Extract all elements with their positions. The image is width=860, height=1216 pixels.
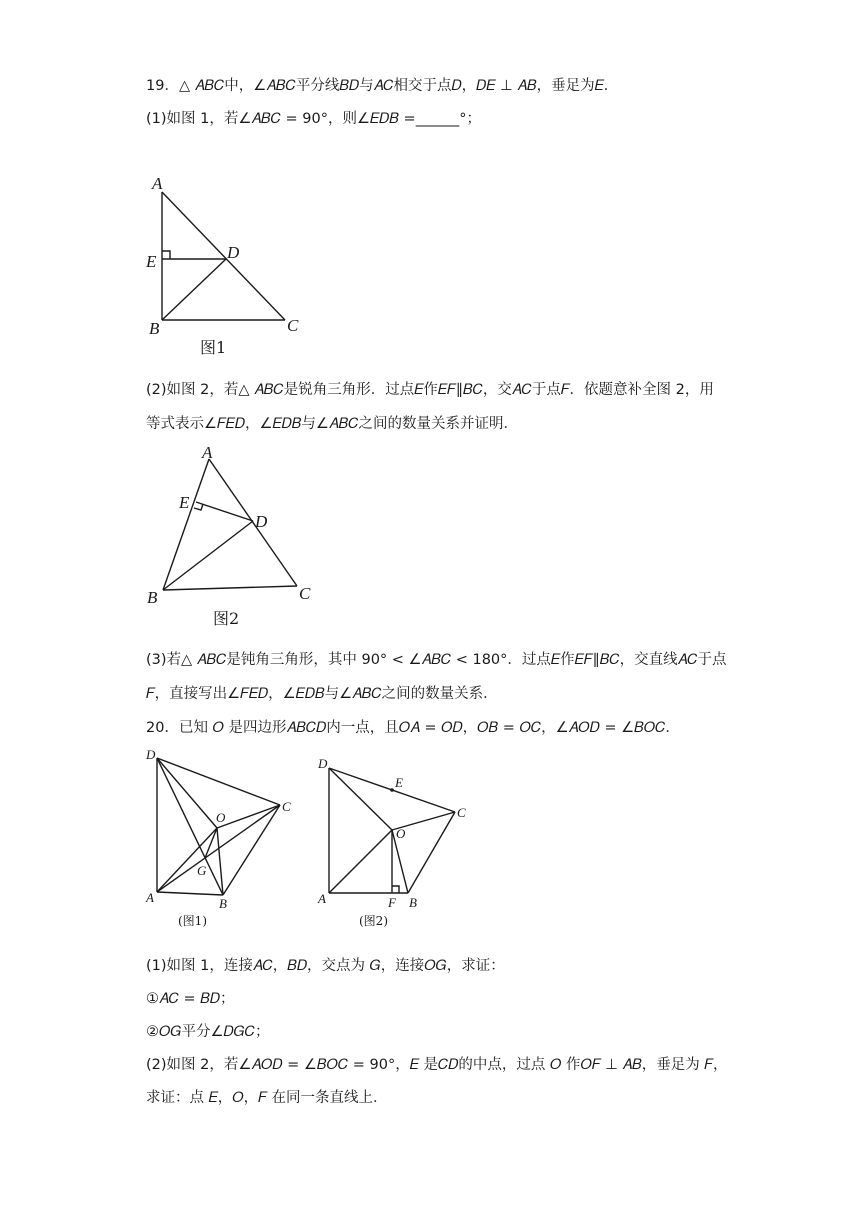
segment-bd [162,259,226,320]
label-c: C [457,805,466,820]
label-f: F [388,895,396,910]
segment-co [217,805,280,828]
caption-fig2: 图2 [213,609,240,628]
q19-figure-1 [140,170,320,360]
label-c: C [282,799,291,814]
q20-part2-line1: (2)如图 2，若∠𝐴𝑂𝐷 = ∠𝐵𝑂𝐶 = 90°，𝐸 是𝐶𝐷的中点，过点 𝑂 作𝑂𝐹 ⊥ 𝐴𝐵，垂足为 𝐹， [146,1057,728,1073]
segment-ab [157,892,223,895]
q20-figure-1 [140,745,310,940]
segment-dc [157,758,280,805]
label-d: D [227,243,240,262]
segment-ab [163,459,209,590]
segment-bc [163,586,297,590]
label-g: G [197,863,207,878]
q19-part1: (1)如图 1，若∠𝐴𝐵𝐶 = 90°，则∠𝐸𝐷𝐵 =______°； [146,111,481,127]
q19-part2-line1: (2)如图 2，若△ 𝐴𝐵𝐶是锐角三角形．过点𝐸作𝐸𝐹∥𝐵𝐶，交𝐴𝐶于点𝐹．依题意补全图 2，用 [146,382,714,398]
label-b: B [149,319,160,338]
label-d: D [318,756,328,771]
label-e: E [395,775,403,790]
segment-do [329,768,392,830]
label-b: B [409,895,417,910]
q20-stem: 20．已知 𝑂 是四边形𝐴𝐵𝐶𝐷内一点，且𝑂𝐴 = 𝑂𝐷，𝑂𝐵 = 𝑂𝐶，∠𝐴𝑂𝐷 = ∠𝐵𝑂𝐶． [146,720,680,736]
segment-ao [329,830,392,893]
q19-stem: 19．△ 𝐴𝐵𝐶中，∠𝐴𝐵𝐶平分线𝐵𝐷与𝐴𝐶相交于点𝐷，𝐷𝐸 ⊥ 𝐴𝐵，垂足为𝐸． [146,78,619,94]
segment-ed [196,502,253,521]
q20-item1: ①𝐴𝐶 = 𝐵𝐷； [146,991,235,1007]
segment-do [157,758,217,828]
caption-fig1: (图1) [178,914,207,928]
label-e: E [146,252,157,271]
segment-bd [163,521,253,590]
label-b: B [219,896,227,911]
label-d: D [146,747,156,762]
q20-part2-line2: 求证：点 𝐸，𝑂，𝐹 在同一条直线上． [146,1090,388,1106]
label-o: O [216,810,226,825]
caption-fig2: (图2) [359,914,388,928]
segment-bd [157,758,223,895]
label-b: B [147,588,158,607]
segment-bc [408,812,455,893]
label-e: E [179,493,190,512]
right-angle-mark [162,251,170,259]
label-c: C [299,584,311,603]
label-a: A [146,890,154,905]
q19-part3-line1: (3)若△ 𝐴𝐵𝐶是钝角三角形，其中 90° < ∠𝐴𝐵𝐶 < 180°．过点𝐸作𝐸𝐹∥𝐵𝐶，交直线𝐴𝐶于点 [146,652,727,668]
q19-part3-line2: 𝐹，直接写出∠𝐹𝐸𝐷，∠𝐸𝐷𝐵与∠𝐴𝐵𝐶之间的数量关系． [146,686,498,702]
segment-ac [162,192,285,320]
q20-item2: ②𝑂𝐺平分∠𝐷𝐺𝐶； [146,1024,270,1040]
label-a: A [318,891,326,906]
q20-figure-2 [312,750,477,940]
label-a: A [202,443,213,462]
q19-figure-2 [140,440,330,635]
right-angle-mark [194,504,203,510]
q20-part1: (1)如图 1，连接𝐴𝐶，𝐵𝐷，交点为 𝐺，连接𝑂𝐺，求证： [146,958,505,974]
point-e [390,788,394,792]
right-angle-mark [392,886,399,893]
label-c: C [287,316,299,335]
segment-ac [209,459,297,586]
segment-bc [223,805,280,895]
q19-part2-line2: 等式表示∠𝐹𝐸𝐷，∠𝐸𝐷𝐵与∠𝐴𝐵𝐶之间的数量关系并证明． [146,416,518,432]
label-o: O [396,826,406,841]
label-d: D [255,512,268,531]
caption-fig1: 图1 [200,338,227,357]
segment-ao [157,828,217,892]
label-a: A [152,174,163,193]
